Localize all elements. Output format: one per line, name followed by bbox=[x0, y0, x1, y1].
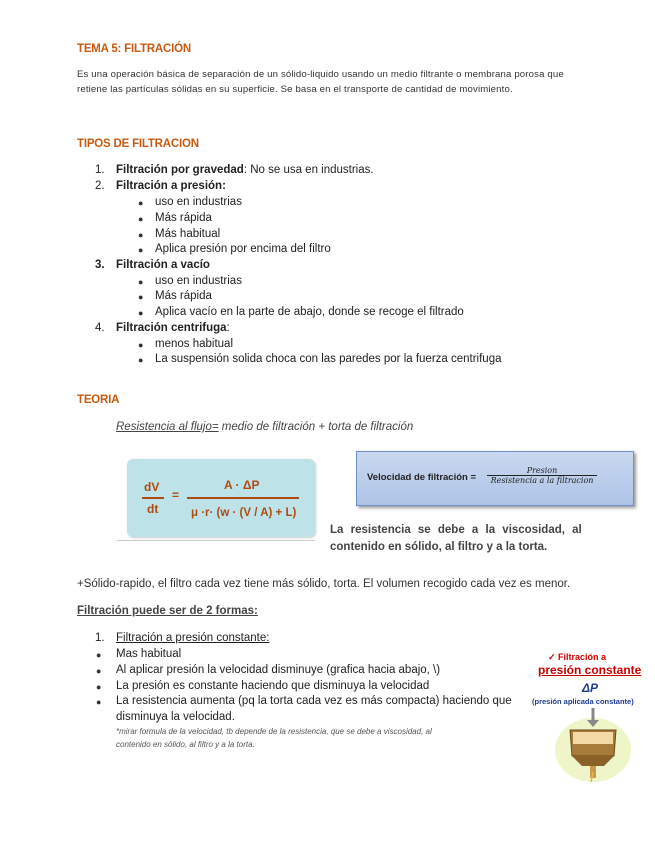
tipos-heading: TIPOS DE FILTRACION bbox=[77, 138, 199, 150]
list-number: 1. bbox=[95, 164, 105, 176]
vel-den: Resistencia a la filtracion bbox=[487, 475, 597, 485]
list-item-continuation: disminuya la velocidad. bbox=[116, 711, 235, 723]
item-rest: : bbox=[226, 322, 230, 334]
list-item: Más rápida bbox=[155, 290, 212, 302]
bullet-icon: ● bbox=[96, 682, 102, 692]
list-item: Aplica presión por encima del filtro bbox=[155, 243, 331, 255]
bullet-icon: ● bbox=[138, 230, 144, 240]
list-item bbox=[116, 180, 226, 192]
eq-equals: = bbox=[172, 488, 180, 502]
eq-den-left: dt bbox=[147, 502, 159, 516]
eq-num-right: A · ΔP bbox=[224, 478, 260, 492]
formas-heading: Filtración puede ser de 2 formas: bbox=[77, 605, 258, 617]
list-item bbox=[116, 259, 210, 271]
bullet-icon: ● bbox=[138, 214, 144, 224]
item-label: Filtración a presión: bbox=[116, 180, 226, 192]
list-item: La suspensión solida choca con las paredes por la fuerza centrifuga bbox=[155, 353, 502, 365]
list-item: Al aplicar presión la velocidad disminuye (grafica hacia abajo, \) bbox=[116, 664, 441, 676]
bullet-icon: ● bbox=[138, 308, 144, 318]
list-item: menos habitual bbox=[155, 338, 233, 350]
item-rest: : No se usa en industrias. bbox=[243, 164, 374, 176]
intro-paragraph: Es una operación básica de separación de un sólido-liquido usando un medio filtrante o membrana porosa que retiene las partículas sólidas en su superficie. Se basa en el transporte de cantidad de movimiento. bbox=[77, 69, 564, 95]
bullet-icon: ● bbox=[138, 340, 144, 350]
velocity-box bbox=[356, 451, 634, 506]
list-item bbox=[116, 164, 374, 176]
eq-fraction-bar bbox=[142, 497, 164, 499]
resistencia-line bbox=[116, 421, 413, 433]
fig-delta-p: ΔP bbox=[582, 681, 599, 695]
vel-label: Velocidad de filtración = bbox=[367, 472, 477, 483]
equation-box bbox=[127, 459, 315, 537]
vel-num: Presion bbox=[526, 466, 558, 475]
bullet-icon: ● bbox=[96, 697, 102, 707]
res-text-2: contenido en sólido, al filtro y a la torta. bbox=[330, 541, 548, 553]
filter-diagram-icon bbox=[548, 706, 638, 784]
item-label: Filtración centrifuga bbox=[116, 322, 227, 334]
list-item: Mas habitual bbox=[116, 648, 182, 660]
eq-den-right: μ ·r· (w · (V / A) + L) bbox=[191, 507, 297, 519]
list-item: La resistencia aumenta (pq la torta cada vez es más compacta) haciendo que bbox=[116, 695, 512, 707]
list-number: 3. bbox=[95, 259, 105, 271]
bullet-icon: ● bbox=[138, 245, 144, 255]
list-number: 4. bbox=[95, 322, 105, 334]
note-line-2: contenido en sólido, al filtro y a la torta. bbox=[116, 740, 255, 749]
eq-fraction-bar bbox=[187, 497, 299, 499]
bullet-icon: ● bbox=[138, 198, 144, 208]
list-number: 2. bbox=[95, 180, 105, 192]
list-item: Aplica vacío en la parte de abajo, donde se recoge el filtrado bbox=[155, 306, 464, 318]
forma1-label: Filtración a presión constante: bbox=[116, 632, 270, 644]
resistencia-label: Resistencia al flujo= bbox=[116, 421, 219, 433]
eq-num-left: dV bbox=[144, 480, 160, 494]
list-item: uso en industrias bbox=[155, 196, 242, 208]
teoria-heading: TEORIA bbox=[77, 394, 120, 406]
list-item: La presión es constante haciendo que disminuya la velocidad bbox=[116, 680, 430, 692]
resistencia-rest: medio de filtración + torta de filtración bbox=[218, 421, 414, 433]
page-title: TEMA 5: FILTRACIÓN bbox=[77, 43, 191, 55]
bullet-icon: ● bbox=[138, 355, 144, 365]
fig-check-label: ✓ Filtración a bbox=[548, 652, 607, 662]
divider bbox=[117, 540, 315, 541]
bullet-icon: ● bbox=[138, 292, 144, 302]
list-item: uso en industrias bbox=[155, 275, 242, 287]
bullet-icon: ● bbox=[138, 277, 144, 287]
list-item: Más habitual bbox=[155, 228, 221, 240]
bullet-icon: ● bbox=[96, 650, 102, 660]
filtration-figure bbox=[532, 652, 654, 784]
res-text-1: La resistencia se debe a la viscosidad, al bbox=[330, 524, 582, 536]
item-label: Filtración a vacío bbox=[116, 259, 210, 271]
item-label: Filtración por gravedad bbox=[116, 164, 244, 176]
list-item bbox=[116, 322, 230, 334]
vel-fraction bbox=[487, 466, 597, 485]
list-number: 1. bbox=[95, 632, 105, 644]
list-item: Más rápida bbox=[155, 212, 212, 224]
fig-caption: (presión aplicada constante) bbox=[532, 697, 634, 706]
solido-text: +Sólido-rapido, el filtro cada vez tiene más sólido, torta. El volumen recogido cada vez es menor. bbox=[77, 578, 571, 590]
bullet-icon: ● bbox=[96, 666, 102, 676]
fig-title: presión constante bbox=[538, 663, 642, 677]
note-line-1: *mirar formula de la velocidad, tb depende de la resistencia, que se debe a viscosidad, al bbox=[116, 727, 432, 736]
